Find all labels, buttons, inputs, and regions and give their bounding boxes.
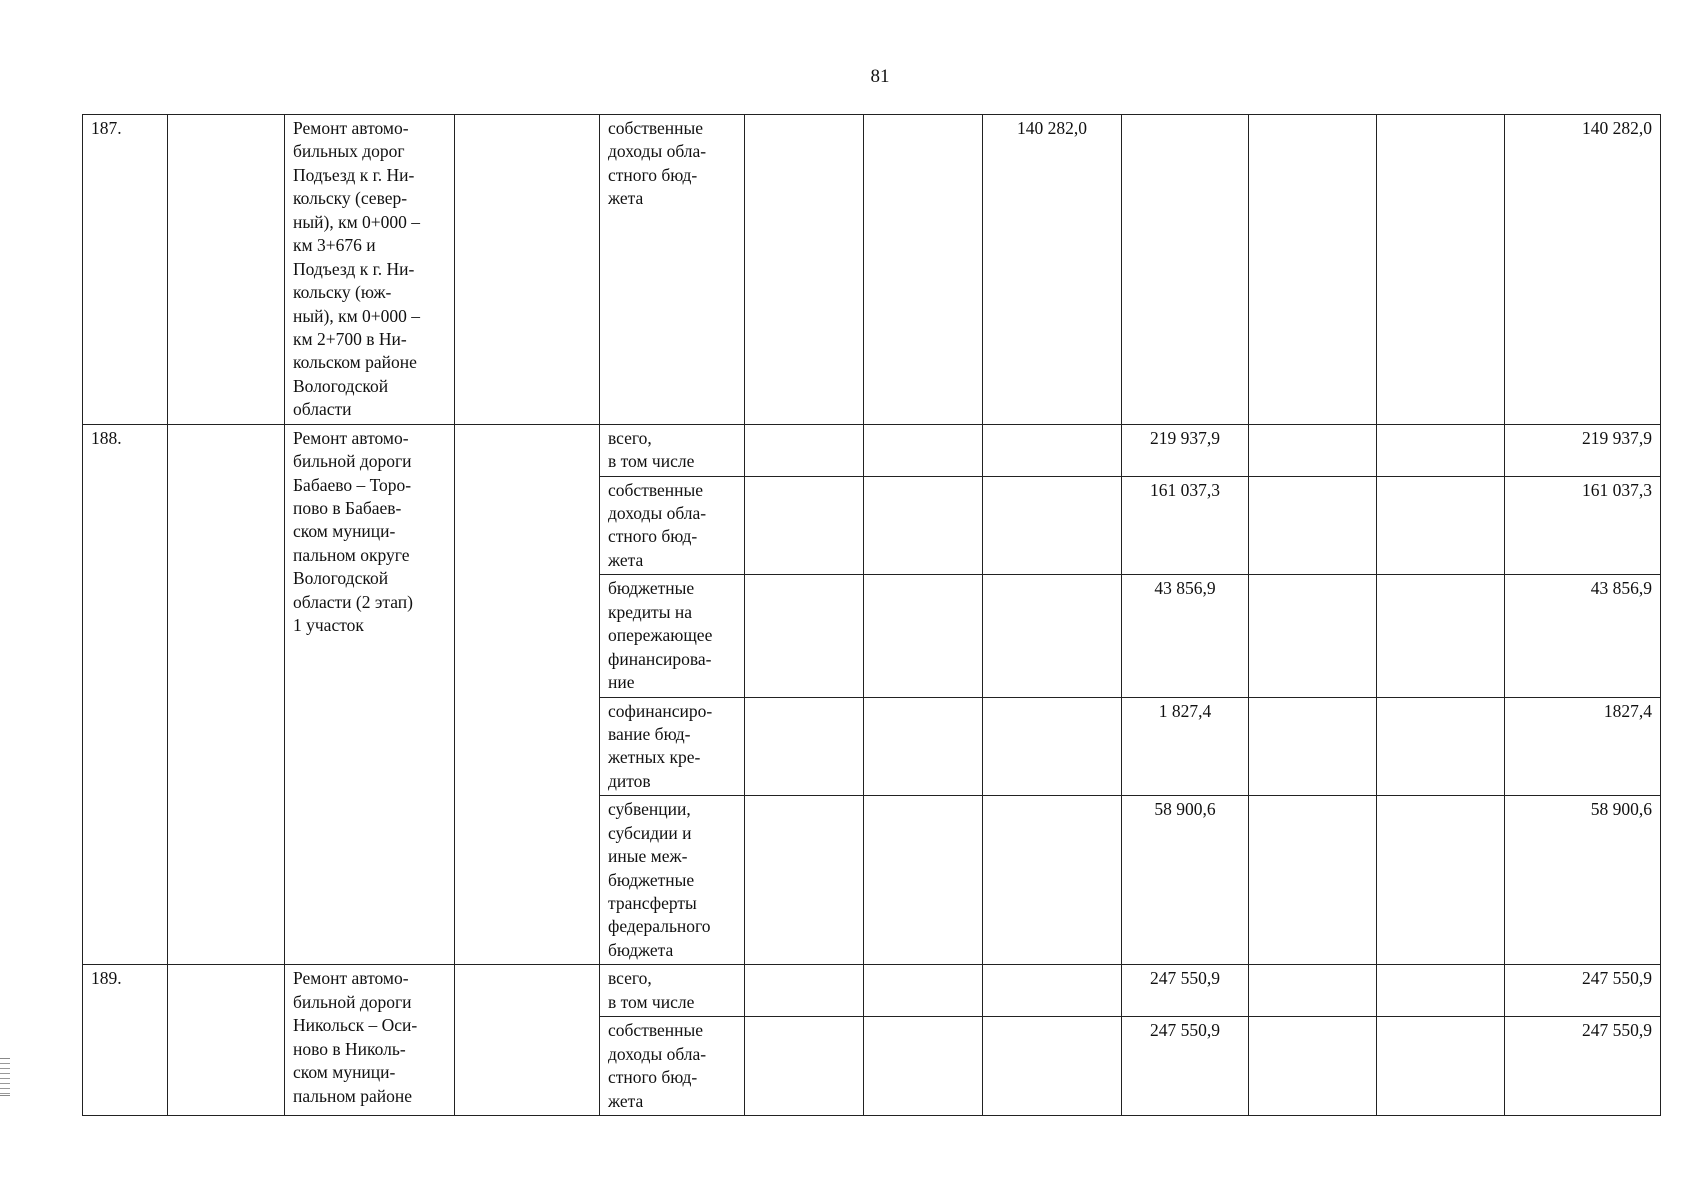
- empty-cell: [455, 424, 600, 965]
- empty-cell: [1377, 697, 1505, 796]
- empty-cell: [1249, 476, 1377, 575]
- empty-cell: [864, 424, 983, 476]
- empty-cell: [745, 424, 864, 476]
- funding-source: бюджетные кредиты на опережающее финансирова- ние: [600, 575, 745, 697]
- empty-cell: [1249, 697, 1377, 796]
- amount-cell: 140 282,0: [983, 115, 1122, 425]
- empty-cell: [1249, 1017, 1377, 1116]
- amount-cell: [983, 424, 1122, 476]
- funding-source: всего, в том числе: [600, 424, 745, 476]
- empty-cell: [745, 796, 864, 965]
- empty-cell: [1377, 575, 1505, 697]
- empty-cell: [168, 424, 285, 965]
- total-cell: 161 037,3: [1505, 476, 1661, 575]
- total-cell: 58 900,6: [1505, 796, 1661, 965]
- funding-source: софинансиро- вание бюд- жетных кре- дитов: [600, 697, 745, 796]
- amount-cell: 247 550,9: [1122, 965, 1249, 1017]
- row-number: 187.: [83, 115, 168, 425]
- amount-cell: [983, 697, 1122, 796]
- total-cell: 140 282,0: [1505, 115, 1661, 425]
- table-row: [83, 965, 1661, 1017]
- empty-cell: [1249, 424, 1377, 476]
- object-name: Ремонт автомо- бильных дорог Подъезд к г. Ни- кольску (север- ный), км 0+000 – км 3+676 и Подъезд к г. Ни- кольску (юж- ный), км 0+000 – км 2+700 в Ни- кольском районе Вологодской области: [285, 115, 455, 425]
- empty-cell: [1249, 575, 1377, 697]
- empty-cell: [1249, 115, 1377, 425]
- empty-cell: [745, 476, 864, 575]
- table-row: [83, 115, 1661, 425]
- amount-cell: 219 937,9: [1122, 424, 1249, 476]
- empty-cell: [1377, 796, 1505, 965]
- budget-table: [82, 114, 1661, 1116]
- empty-cell: [1377, 1017, 1505, 1116]
- funding-source: собственные доходы обла- стного бюд- жета: [600, 1017, 745, 1116]
- empty-cell: [455, 965, 600, 1116]
- empty-cell: [1249, 965, 1377, 1017]
- empty-cell: [864, 115, 983, 425]
- total-cell: 1827,4: [1505, 697, 1661, 796]
- scan-edge-marks: [0, 1058, 10, 1096]
- amount-cell: [983, 965, 1122, 1017]
- empty-cell: [864, 476, 983, 575]
- table-row: [83, 424, 1661, 476]
- empty-cell: [745, 697, 864, 796]
- empty-cell: [1377, 476, 1505, 575]
- funding-source: собственные доходы обла- стного бюд- жета: [600, 476, 745, 575]
- amount-cell: [983, 1017, 1122, 1116]
- empty-cell: [1377, 115, 1505, 425]
- empty-cell: [455, 115, 600, 425]
- empty-cell: [864, 575, 983, 697]
- amount-cell: 1 827,4: [1122, 697, 1249, 796]
- row-number: 188.: [83, 424, 168, 965]
- empty-cell: [864, 1017, 983, 1116]
- object-name: Ремонт автомо- бильной дороги Никольск – Оси- ново в Николь- ском муници- пальном районе: [285, 965, 455, 1116]
- amount-cell: 161 037,3: [1122, 476, 1249, 575]
- funding-source: всего, в том числе: [600, 965, 745, 1017]
- empty-cell: [745, 575, 864, 697]
- object-name: Ремонт автомо- бильной дороги Бабаево – Торо- пово в Бабаев- ском муници- пальном округе Вологодской области (2 этап) 1 участок: [285, 424, 455, 965]
- amount-cell: [1122, 115, 1249, 425]
- empty-cell: [1249, 796, 1377, 965]
- total-cell: 219 937,9: [1505, 424, 1661, 476]
- funding-source: субвенции, субсидии и иные меж- бюджетные трансферты федерального бюджета: [600, 796, 745, 965]
- empty-cell: [864, 697, 983, 796]
- total-cell: 247 550,9: [1505, 1017, 1661, 1116]
- empty-cell: [745, 965, 864, 1017]
- row-number: 189.: [83, 965, 168, 1116]
- amount-cell: 58 900,6: [1122, 796, 1249, 965]
- total-cell: 43 856,9: [1505, 575, 1661, 697]
- amount-cell: [983, 476, 1122, 575]
- empty-cell: [1377, 424, 1505, 476]
- empty-cell: [745, 1017, 864, 1116]
- total-cell: 247 550,9: [1505, 965, 1661, 1017]
- empty-cell: [1377, 965, 1505, 1017]
- funding-source: собственные доходы обла- стного бюд- жета: [600, 115, 745, 425]
- amount-cell: 247 550,9: [1122, 1017, 1249, 1116]
- amount-cell: [983, 575, 1122, 697]
- empty-cell: [745, 115, 864, 425]
- page-number: 81: [870, 66, 890, 87]
- amount-cell: 43 856,9: [1122, 575, 1249, 697]
- empty-cell: [168, 965, 285, 1116]
- empty-cell: [864, 965, 983, 1017]
- empty-cell: [168, 115, 285, 425]
- empty-cell: [864, 796, 983, 965]
- amount-cell: [983, 796, 1122, 965]
